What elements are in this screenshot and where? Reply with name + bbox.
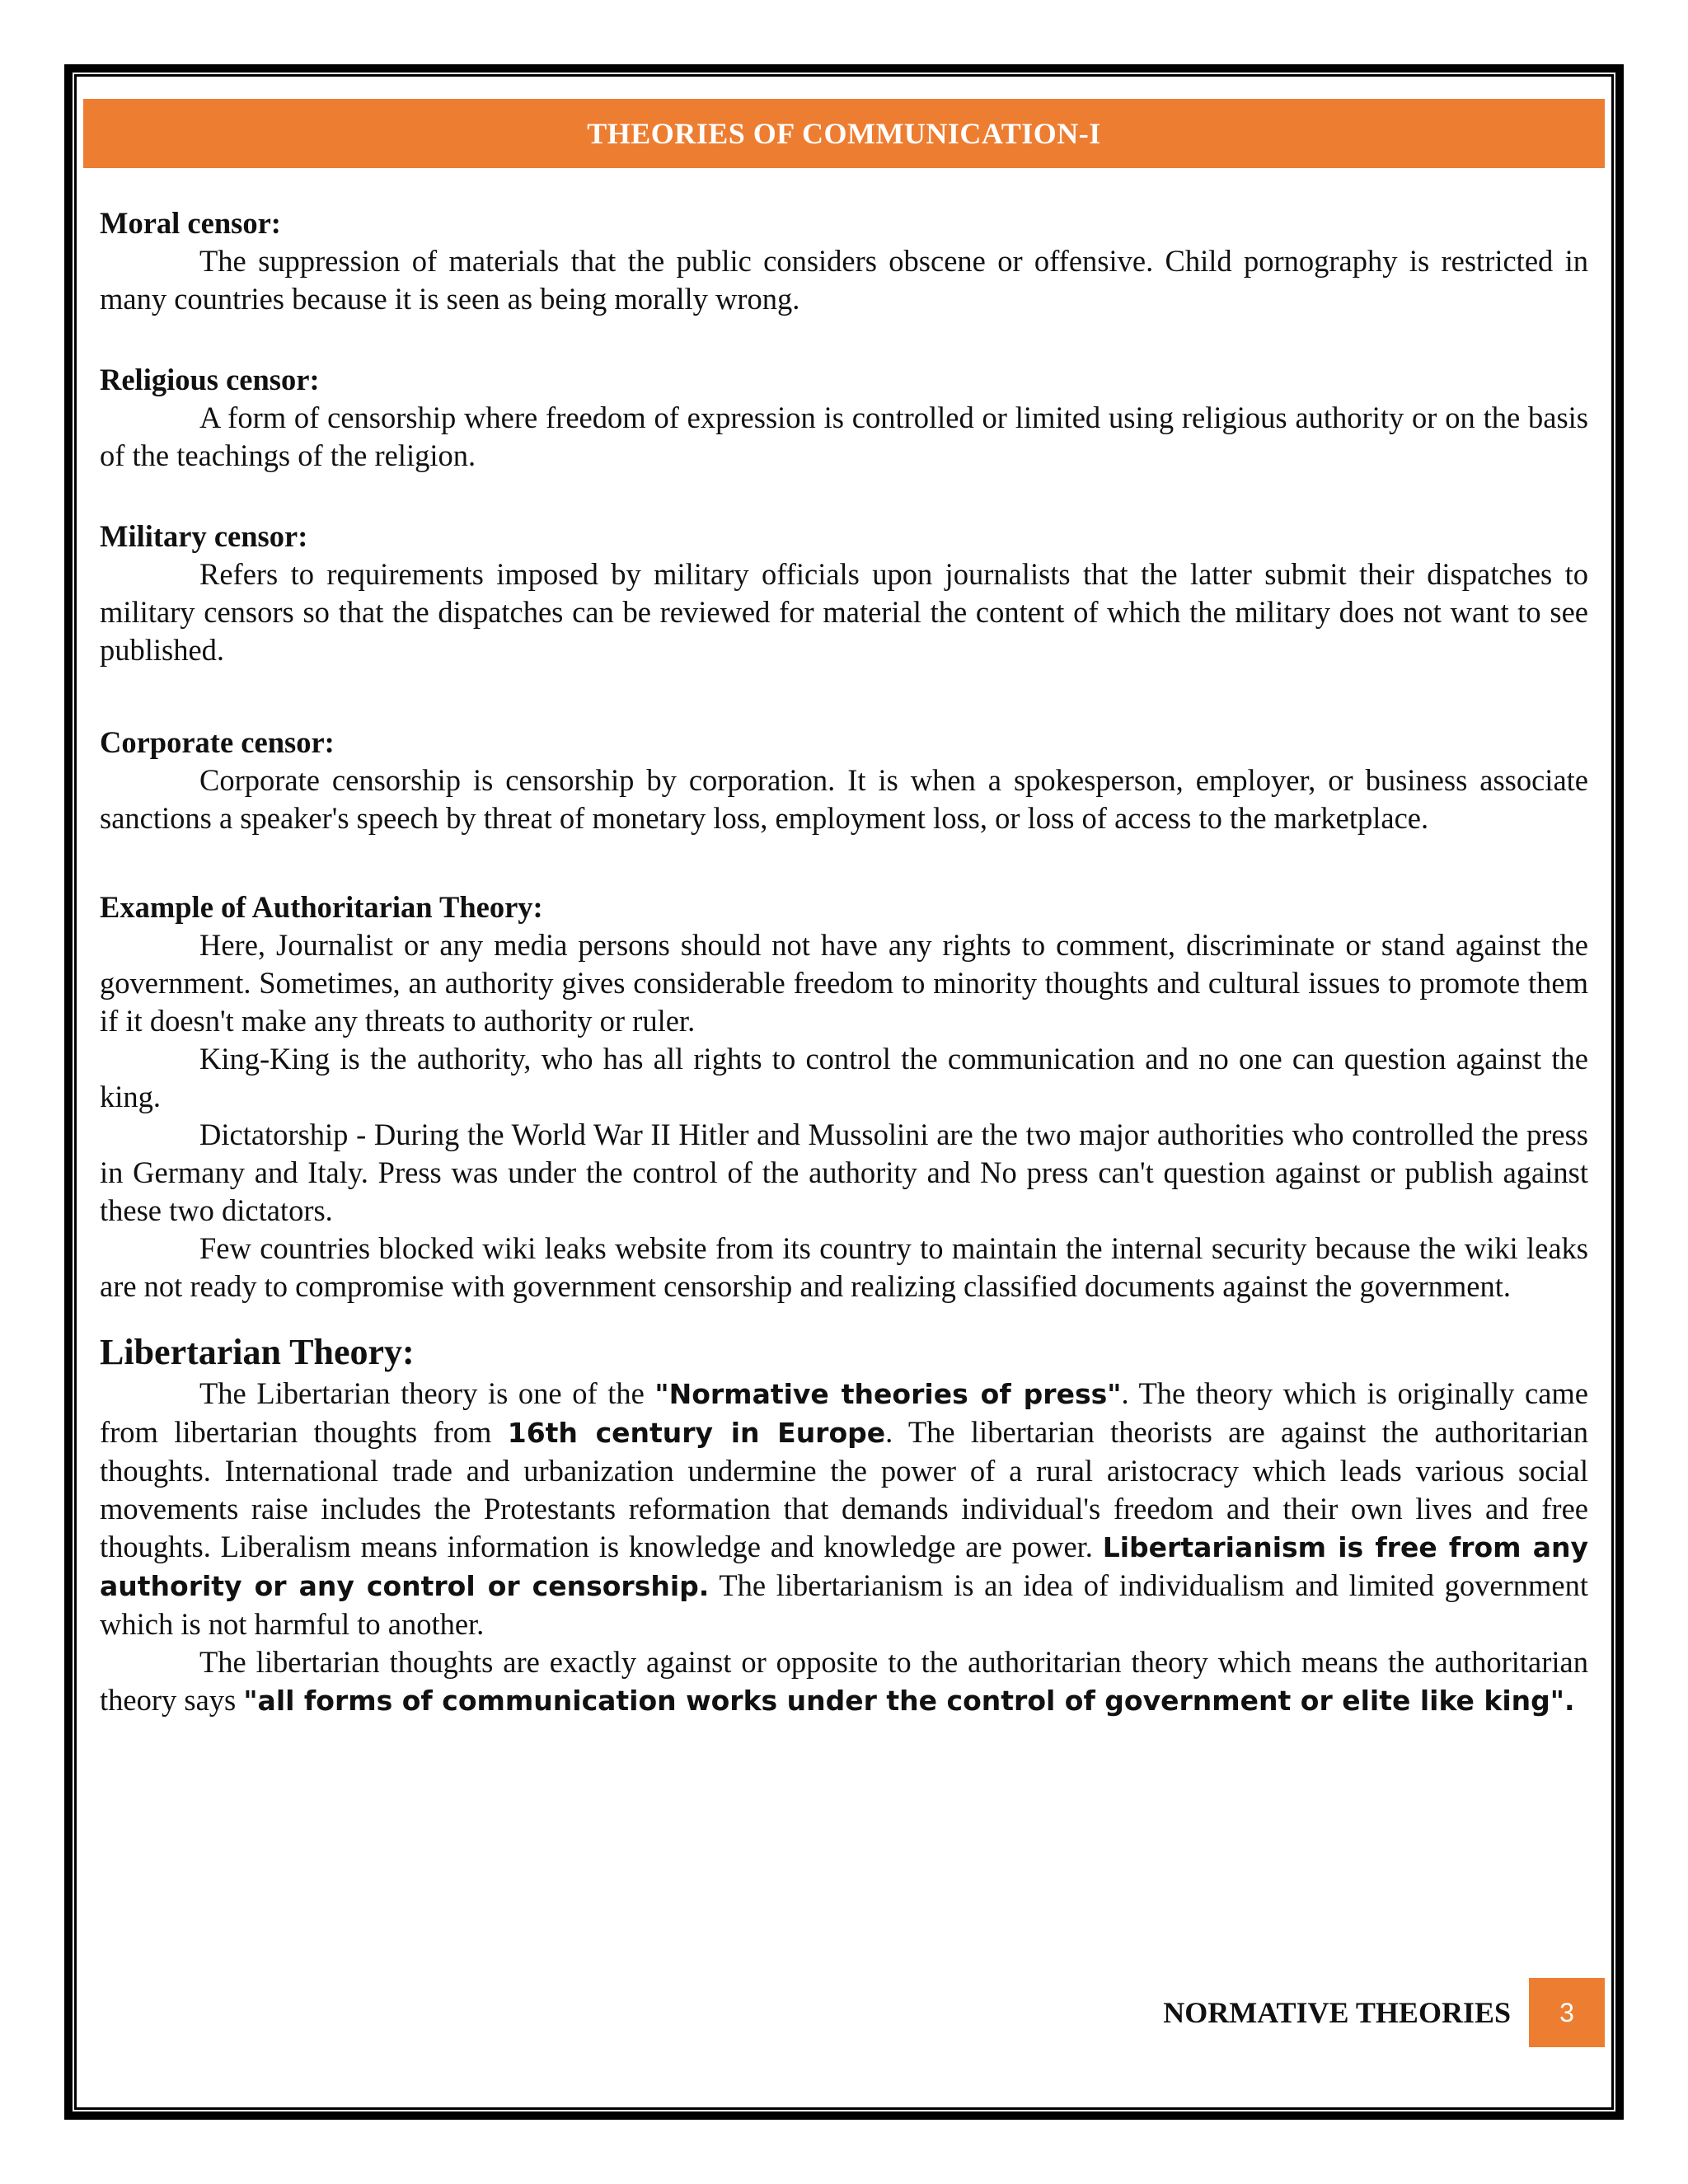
libertarian-p2-emphasis-quote: "all forms of communication works under the control of government or elite like king".	[243, 1685, 1575, 1717]
header-banner	[83, 99, 1605, 168]
page-number-badge	[1529, 1978, 1605, 2047]
libertarian-p2-text-a: The libertarian thoughts are exactly against or opposite to the authoritarian theory which means the authoritarian theory says	[100, 1645, 1588, 1717]
libertarian-p1-text-c: . The theory which is originally came from libertarian thoughts from	[100, 1376, 1588, 1449]
document-body	[100, 204, 1588, 1720]
authoritarian-example-p3: Dictatorship - During the World War II Hitler and Mussolini are the two major authorities who controlled the press in Germany and Italy. Press was under the control of the authority and No press can't question against or publish against these two dictators.	[100, 1118, 1588, 1227]
libertarian-p1-text-g: The libertarianism is an idea of individualism and limited government which is not harmful to another.	[100, 1568, 1589, 1641]
libertarian-theory-p1	[100, 1375, 1588, 1643]
moral-censor-text: The suppression of materials that the public considers obscene or offensive. Child pornography is restricted in many countries because it is seen as being morally wrong.	[100, 244, 1588, 316]
libertarian-p1-emphasis-normative: "Normative theories of press"	[654, 1378, 1122, 1410]
authoritarian-example-p1: Here, Journalist or any media persons should not have any rights to comment, discriminate or stand against the government. Sometimes, an authority gives considerable freedom to minority thoughts and cultural issues to promote them if it doesn't make any threats to authority or ruler.	[100, 928, 1588, 1038]
authoritarian-example-heading: Example of Authoritarian Theory:	[100, 890, 543, 924]
libertarian-p1-text-e: . The libertarian theorists are against the authoritarian thoughts. International trade and urbanization undermine the power of a rural aristocracy which leads various social movements raise includes the Protestants reformation that demands individual's freedom and their own lives and free thoughts. Liberalism means information is knowledge and knowledge are power.	[100, 1415, 1588, 1563]
corporate-censor-text: Corporate censorship is censorship by corporation. It is when a spokesperson, employer, or business associate sanctions a speaker's speech by threat of monetary loss, employment loss, or loss of access to the marketplace.	[100, 763, 1588, 835]
religious-censor-text: A form of censorship where freedom of expression is controlled or limited using religious authority or on the basis of the teachings of the religion.	[100, 401, 1588, 472]
libertarian-theory-p2	[100, 1643, 1588, 1720]
libertarian-p1-emphasis-century: 16th century in Europe	[507, 1417, 886, 1449]
military-censor-text: Refers to requirements imposed by military officials upon journalists that the latter submit their dispatches to military censors so that the dispatches can be reviewed for material the content of which the military does not want to see published.	[100, 557, 1588, 667]
libertarian-p1-text-a: The Libertarian theory is one of the	[199, 1376, 655, 1410]
libertarian-theory-heading: Libertarian Theory:	[100, 1332, 415, 1372]
footer-label: NORMATIVE THEORIES	[1163, 1996, 1511, 2029]
moral-censor-heading: Moral censor:	[100, 206, 281, 240]
authoritarian-example-p4: Few countries blocked wiki leaks website from its country to maintain the internal security because the wiki leaks are not ready to compromise with government censorship and realizing classified documents against the government.	[100, 1231, 1588, 1303]
libertarian-p1-emphasis-free: Libertarianism is free from any authority or any control or censorship.	[100, 1531, 1588, 1602]
header-title: THEORIES OF COMMUNICATION-I	[587, 117, 1101, 150]
corporate-censor-heading: Corporate censor:	[100, 725, 335, 759]
military-censor-heading: Military censor:	[100, 519, 308, 553]
authoritarian-example-p2: King-King is the authority, who has all rights to control the communication and no one can question against the king.	[100, 1042, 1588, 1113]
page-number: 3	[1559, 1997, 1574, 2027]
religious-censor-heading: Religious censor:	[100, 363, 320, 396]
